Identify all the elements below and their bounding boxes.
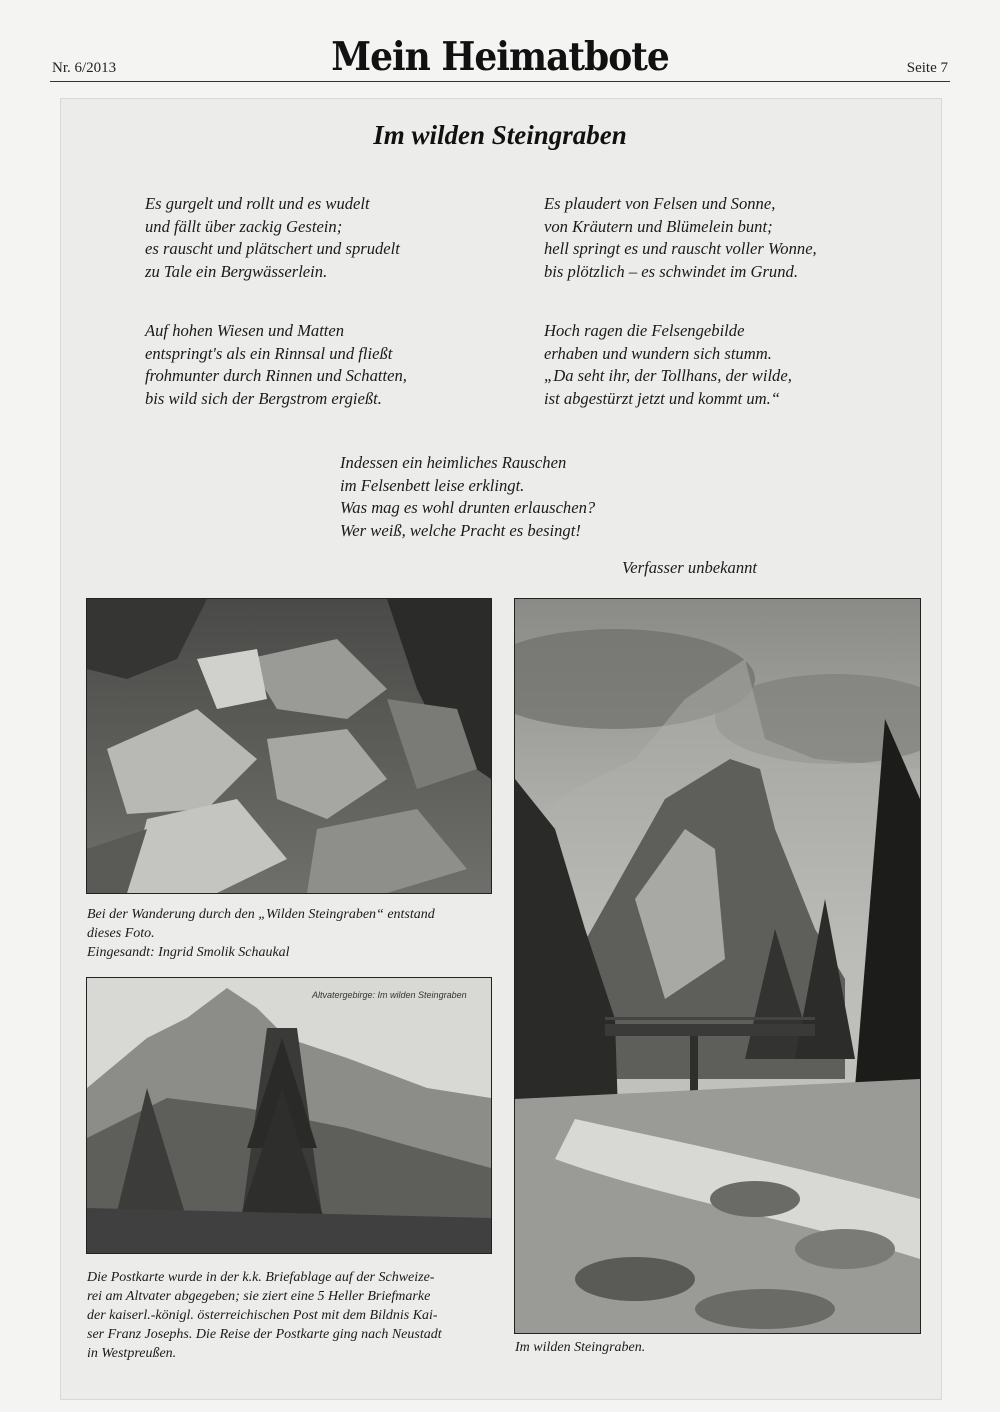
issue-number: Nr. 6/2013 bbox=[52, 60, 117, 76]
header-rule bbox=[50, 81, 950, 82]
stanza-line: bis wild sich der Bergstrom ergießt. bbox=[145, 388, 382, 408]
caption-line: Bei der Wanderung durch den „Wilden Steingraben“ entstand bbox=[87, 907, 435, 922]
stanza-line: erhaben und wundern sich stumm. bbox=[544, 343, 772, 363]
photo-mountain-bridge bbox=[514, 598, 921, 1334]
stanza-line: Es plaudert von Felsen und Sonne, bbox=[544, 194, 776, 213]
stanza-line: Wer weiß, welche Pracht es besingt! bbox=[340, 520, 581, 540]
stanza-line: im Felsenbett leise erklingt. bbox=[340, 475, 525, 495]
stanza-line: und fällt über zackig Gestein; bbox=[145, 216, 343, 236]
stanza-line: Auf hohen Wiesen und Matten bbox=[145, 321, 345, 340]
stanza-line: frohmunter durch Rinnen und Schatten, bbox=[145, 366, 407, 386]
page-number: Seite 7 bbox=[906, 60, 948, 76]
stanza-line: von Kräutern und Blümelein bunt; bbox=[544, 216, 773, 236]
caption-photo-1 bbox=[87, 905, 507, 962]
caption-photo-2 bbox=[87, 1268, 507, 1363]
caption-line: der kaiserl.-königl. österreichischen Post mit dem Bildnis Kai- bbox=[87, 1308, 438, 1323]
stanza-2 bbox=[544, 193, 817, 283]
stanza-line: es rauscht und plätschert und sprudelt bbox=[145, 239, 400, 259]
poem-title: Im wilden Steingraben bbox=[373, 120, 627, 150]
caption-line: in Westpreußen. bbox=[87, 1346, 177, 1361]
stanza-line: Es gurgelt und rollt und es wudelt bbox=[145, 194, 370, 213]
photo-postcard bbox=[86, 977, 492, 1254]
caption-line: ser Franz Josephs. Die Reise der Postkarte ging nach Neustadt bbox=[87, 1327, 442, 1342]
stanza-line: „Da seht ihr, der Tollhans, der wilde, bbox=[544, 366, 792, 386]
stanza-4 bbox=[544, 320, 792, 410]
masthead-logo: Mein Heimatbote bbox=[331, 33, 669, 81]
stanza-line: Was mag es wohl drunten erlauschen? bbox=[340, 498, 596, 518]
caption-line: Eingesandt: Ingrid Smolik Schaukal bbox=[87, 945, 290, 960]
poem-author: Verfasser unbekannt bbox=[622, 558, 758, 577]
stanza-line: Indessen ein heimliches Rauschen bbox=[340, 453, 567, 472]
caption-line: rei am Altvater abgegeben; sie ziert eine 5 Heller Briefmarke bbox=[87, 1289, 431, 1304]
stanza-line: ist abgestürzt jetzt und kommt um.“ bbox=[544, 388, 781, 408]
stanza-5 bbox=[340, 452, 595, 542]
photo-rocky-stream bbox=[86, 598, 492, 894]
stanza-line: bis plötzlich – es schwindet im Grund. bbox=[544, 261, 798, 281]
stanza-line: hell springt es und rauscht voller Wonne, bbox=[544, 239, 817, 259]
stanza-1 bbox=[145, 193, 400, 283]
stanza-line: zu Tale ein Bergwässerlein. bbox=[145, 261, 328, 281]
stanza-line: entspringt's als ein Rinnsal und fließt bbox=[145, 343, 393, 363]
stanza-line: Hoch ragen die Felsengebilde bbox=[544, 321, 745, 340]
caption-line: dieses Foto. bbox=[87, 926, 155, 941]
caption-line: Die Postkarte wurde in der k.k. Briefablage auf der Schweize- bbox=[87, 1270, 435, 1285]
stanza-3 bbox=[145, 320, 407, 410]
caption-photo-3: Im wilden Steingraben. bbox=[515, 1340, 646, 1355]
postcard-label: Altvatergebirge: Im wilden Steingraben bbox=[312, 990, 467, 1000]
